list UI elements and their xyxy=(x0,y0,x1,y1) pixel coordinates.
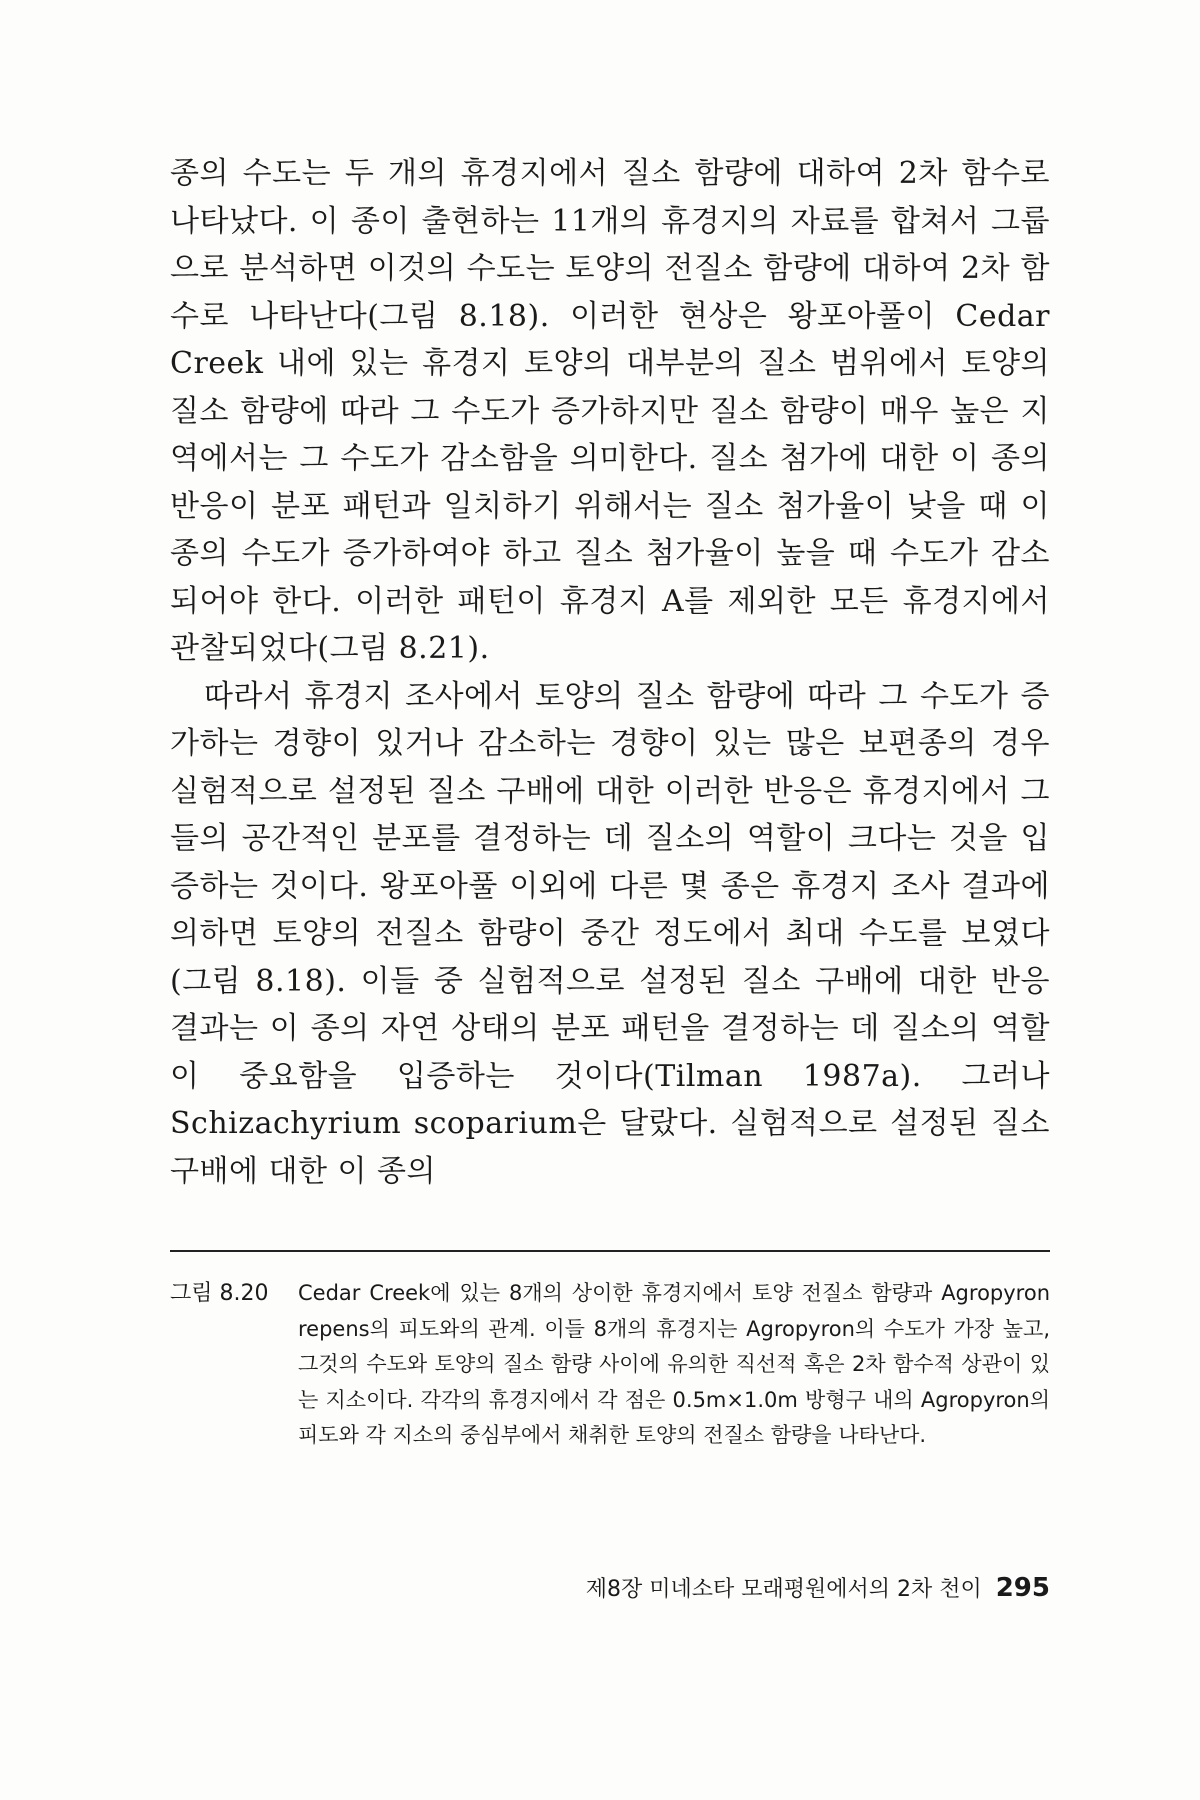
running-footer xyxy=(586,1572,1050,1603)
body-text xyxy=(170,150,1050,1195)
caption-divider xyxy=(170,1250,1050,1252)
paragraph: 종의 수도는 두 개의 휴경지에서 질소 함량에 대하여 2차 함수로 나타났다. 이 종이 출현하는 11개의 휴경지의 자료를 합쳐서 그룹으로 분석하면 이것의 수도는 토양의 전질소 함량에 대하여 2차 함수로 나타난다(그림 8.18). 이러한 현상은 왕포아풀이 Cedar Creek 내에 있는 휴경지 토양의 대부분의 질소 범위에서 토양의 질소 함량에 따라 그 수도가 증가하지만 질소 함량이 매우 높은 지역에서는 그 수도가 감소함을 의미한다. 질소 첨가에 대한 이 종의 반응이 분포 패턴과 일치하기 위해서는 질소 첨가율이 낮을 때 이 종의 수도가 증가하여야 하고 질소 첨가율이 높을 때 수도가 감소되어야 한다. 이러한 패턴이 휴경지 A를 제외한 모든 휴경지에서 관찰되었다(그림 8.21). xyxy=(170,156,1050,666)
paragraph: 따라서 휴경지 조사에서 토양의 질소 함량에 따라 그 수도가 증가하는 경향이 있거나 감소하는 경향이 있는 많은 보편종의 경우 실험적으로 설정된 질소 구배에 대한 이러한 반응은 휴경지에서 그들의 공간적인 분포를 결정하는 데 질소의 역할이 크다는 것을 입증하는 것이다. 왕포아풀 이외에 다른 몇 종은 휴경지 조사 결과에 의하면 토양의 전질소 함량이 중간 정도에서 최대 수도를 보였다(그림 8.18). 이들 중 실험적으로 설정된 질소 구배에 대한 반응 결과는 이 종의 자연 상태의 분포 패턴을 결정하는 데 질소의 역할이 중요함을 입증하는 것이다(Tilman 1987a). 그러나 Schizachyrium scoparium은 달랐다. 실험적으로 설정된 질소 구배에 대한 이 종의 xyxy=(170,678,1050,1189)
page-number: 295 xyxy=(995,1573,1050,1603)
caption-text: Cedar Creek에 있는 8개의 상이한 휴경지에서 토양 전질소 함량과 Agropyron repens의 피도와의 관계. 이들 8개의 휴경지는 Agropyron의 수도가 가장 높고, 그것의 수도와 토양의 질소 함량 사이에 유의한 직선적 혹은 2차 함수적 상관이 있는 지소이다. 각각의 휴경지에서 각 점은 0.5m×1.0m 방형구 내의 Agropyron의 피도와 각 지소의 중심부에서 채취한 토양의 전질소 함량을 나타난다. xyxy=(298,1281,1050,1447)
chapter-title: 제8장 미네소타 모래평원에서의 2차 천이 xyxy=(585,1577,982,1602)
caption-label: 그림 8.20 xyxy=(170,1281,269,1306)
